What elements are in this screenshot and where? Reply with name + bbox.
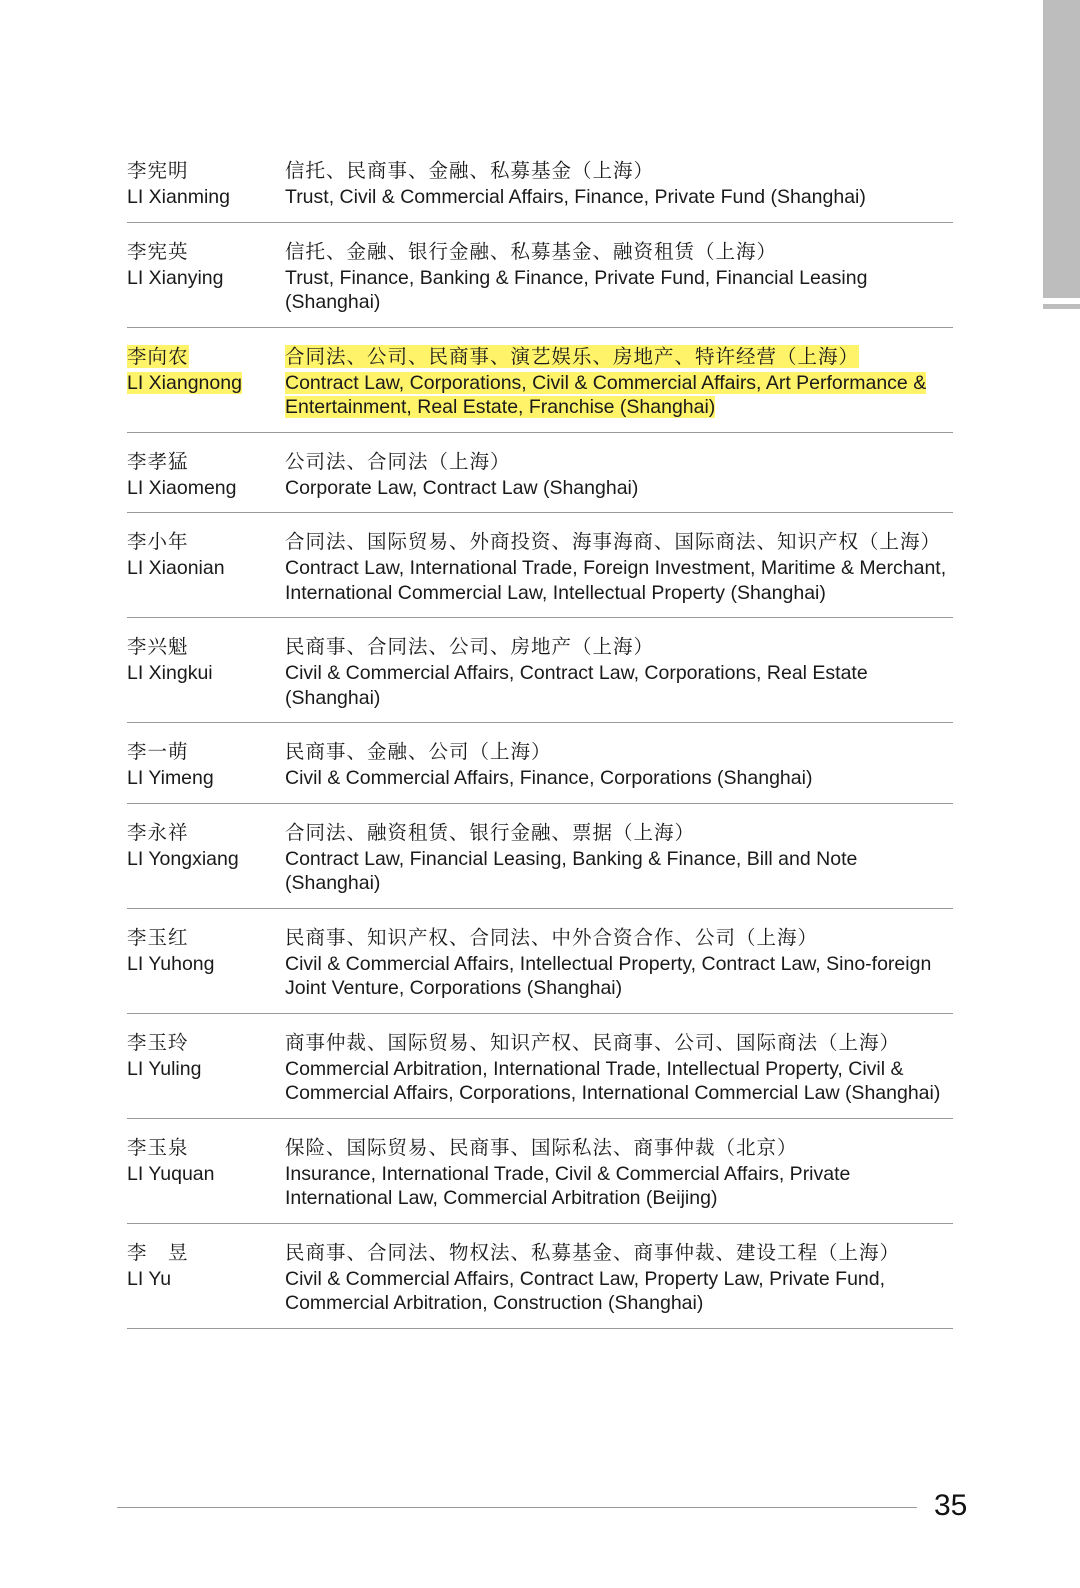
specialty-english: Corporate Law, Contract Law (Shanghai) — [285, 476, 639, 499]
page-number: 35 — [934, 1489, 968, 1522]
name-chinese: 李宪英 — [127, 239, 189, 263]
side-section-tab-line — [1043, 304, 1080, 309]
name-english: LI Yuquan — [127, 1162, 215, 1185]
specialty-english: Civil & Commercial Affairs, Intellectual Property, Contract Law, Sino-foreign Joint Venture, Corporations (Shanghai) — [285, 952, 932, 999]
name-column — [127, 237, 285, 315]
specialty-chinese: 信托、金融、银行金融、私募基金、融资租赁（上海） — [285, 239, 778, 263]
name-english: LI Xingkui — [127, 662, 213, 684]
name-column — [127, 632, 285, 710]
name-chinese: 李小年 — [127, 530, 189, 553]
specialty-english: Commercial Arbitration, International Trade, Intellectual Property, Civil & Commercial Affairs, Corporations, International Commercial Law (Shanghai) — [285, 1057, 941, 1104]
name-column — [127, 447, 285, 501]
specialty-english: Civil & Commercial Affairs, Contract Law, Property Law, Private Fund, Commercial Arbitration, Construction (Shanghai) — [285, 1267, 886, 1314]
specialty-english: Contract Law, Corporations, Civil & Commercial Affairs, Art Performance & Entertainment, Real Estate, Franchise (Shanghai) — [285, 371, 927, 418]
name-column — [127, 156, 285, 210]
footer-rule — [117, 1507, 917, 1508]
name-chinese: 李玉泉 — [127, 1135, 189, 1159]
name-english: LI Yimeng — [127, 767, 214, 789]
name-chinese: 李一萌 — [127, 740, 189, 763]
lawyer-list — [127, 152, 953, 1329]
specialty-chinese: 保险、国际贸易、民商事、国际私法、商事仲裁（北京） — [285, 1135, 798, 1159]
specialty-english: Contract Law, International Trade, Foreign Investment, Maritime & Merchant, International Commercial Law, Intellectual Property (Shanghai) — [285, 557, 947, 604]
name-chinese: 李永祥 — [127, 820, 189, 844]
side-section-tab — [1043, 0, 1080, 298]
specialty-column — [285, 818, 953, 896]
list-item — [127, 909, 953, 1014]
name-chinese: 李向农 — [127, 344, 189, 368]
name-column — [127, 527, 285, 605]
name-english: LI Xianying — [127, 266, 224, 289]
specialty-column — [285, 737, 953, 791]
specialty-column — [285, 1133, 953, 1211]
list-item — [127, 618, 953, 723]
list-item — [127, 433, 953, 514]
specialty-column — [285, 527, 953, 605]
specialty-column — [285, 156, 953, 210]
specialty-chinese: 民商事、合同法、物权法、私募基金、商事仲裁、建设工程（上海） — [285, 1240, 901, 1264]
name-chinese: 李孝猛 — [127, 449, 189, 473]
list-item — [127, 1119, 953, 1224]
name-column — [127, 342, 285, 420]
name-english: LI Yu — [127, 1267, 172, 1290]
name-english: LI Xiaomeng — [127, 476, 237, 499]
list-item — [127, 1014, 953, 1119]
specialty-english: Contract Law, Financial Leasing, Banking & Finance, Bill and Note (Shanghai) — [285, 847, 858, 894]
name-chinese: 李宪明 — [127, 159, 189, 182]
specialty-chinese: 民商事、知识产权、合同法、中外合资合作、公司（上海） — [285, 925, 819, 949]
specialty-column — [285, 1028, 953, 1106]
name-chinese: 李 昱 — [127, 1240, 189, 1264]
specialty-english: Insurance, International Trade, Civil & Commercial Affairs, Private International Law, Commercial Arbitration (Beijing) — [285, 1162, 851, 1209]
name-english: LI Xianming — [127, 186, 230, 208]
specialty-english: Civil & Commercial Affairs, Finance, Corporations (Shanghai) — [285, 767, 813, 789]
list-item — [127, 513, 953, 618]
name-english: LI Yongxiang — [127, 847, 239, 870]
specialty-english: Trust, Finance, Banking & Finance, Private Fund, Financial Leasing (Shanghai) — [285, 266, 868, 313]
name-english: LI Yuling — [127, 1057, 202, 1080]
list-item — [127, 804, 953, 909]
specialty-column — [285, 1238, 953, 1316]
specialty-chinese: 公司法、合同法（上海） — [285, 449, 511, 473]
list-item — [127, 1224, 953, 1329]
name-column — [127, 737, 285, 791]
name-column — [127, 923, 285, 1001]
name-column — [127, 1238, 285, 1316]
name-chinese: 李兴魁 — [127, 635, 189, 658]
specialty-column — [285, 447, 953, 501]
specialty-chinese: 信托、民商事、金融、私募基金（上海） — [285, 159, 655, 182]
name-column — [127, 818, 285, 896]
name-column — [127, 1133, 285, 1211]
name-column — [127, 1028, 285, 1106]
specialty-chinese: 合同法、融资租赁、银行金融、票据（上海） — [285, 820, 696, 844]
specialty-english: Civil & Commercial Affairs, Contract Law, Corporations, Real Estate (Shanghai) — [285, 662, 868, 709]
specialty-column — [285, 342, 953, 420]
specialty-english: Trust, Civil & Commercial Affairs, Finance, Private Fund (Shanghai) — [285, 186, 866, 208]
list-item — [127, 152, 953, 223]
specialty-chinese: 民商事、合同法、公司、房地产（上海） — [285, 635, 655, 658]
specialty-column — [285, 237, 953, 315]
specialty-chinese: 合同法、国际贸易、外商投资、海事海商、国际商法、知识产权（上海） — [285, 530, 942, 553]
list-item — [127, 223, 953, 328]
specialty-chinese: 商事仲裁、国际贸易、知识产权、民商事、公司、国际商法（上海） — [285, 1030, 901, 1054]
list-item — [127, 723, 953, 804]
list-item — [127, 328, 953, 433]
specialty-chinese: 民商事、金融、公司（上海） — [285, 740, 552, 763]
specialty-column — [285, 632, 953, 710]
name-english: LI Xiaonian — [127, 557, 225, 579]
name-chinese: 李玉玲 — [127, 1030, 189, 1054]
name-chinese: 李玉红 — [127, 925, 189, 949]
specialty-column — [285, 923, 953, 1001]
name-english: LI Yuhong — [127, 952, 215, 975]
name-english: LI Xiangnong — [127, 371, 242, 394]
specialty-chinese: 合同法、公司、民商事、演艺娱乐、房地产、特许经营（上海） — [285, 344, 860, 368]
